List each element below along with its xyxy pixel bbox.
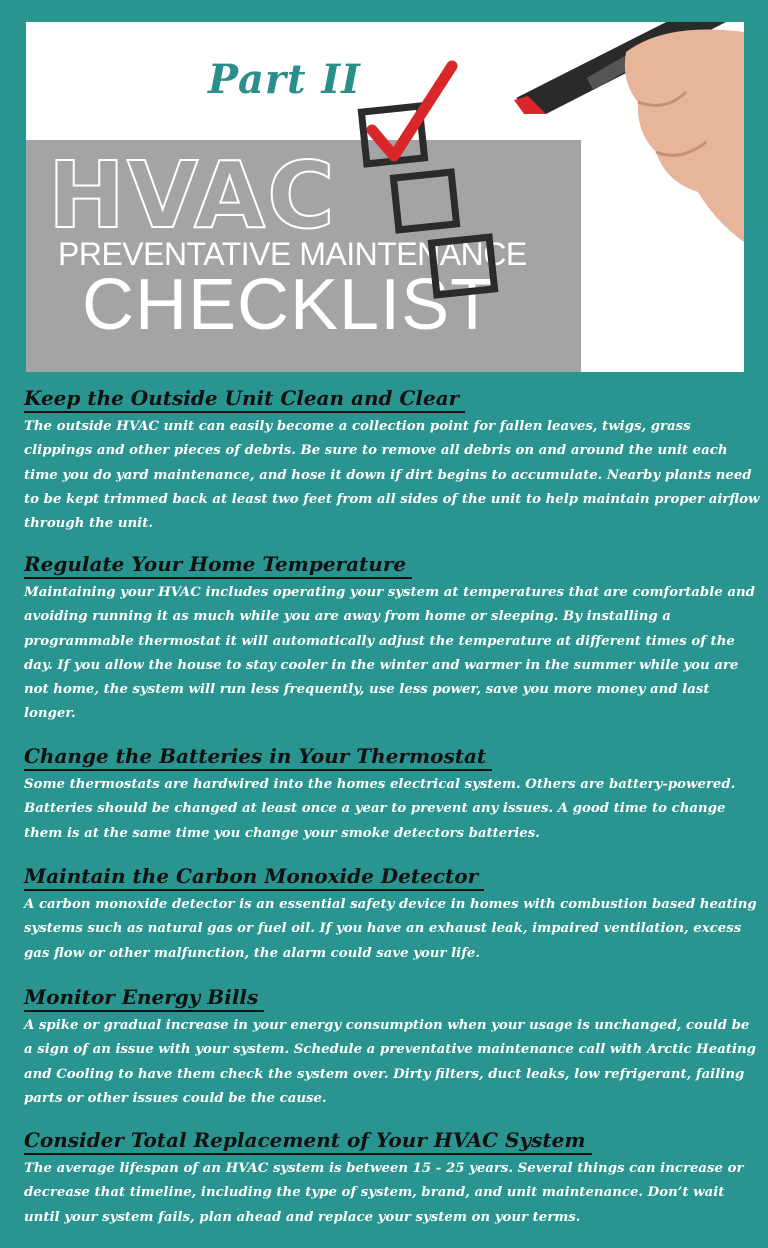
subtitle-preventative-maintenance: PREVENTATIVE MAINTENANCE [58,236,527,272]
section-body: Some thermostats are hardwired into the homes electrical system. Others are battery-powered. Batteries should be changed at least once a year to prevent any issues. A good time to change them is at the same time you change your smoke detectors batteries. [24,777,736,841]
section-body: The average lifespan of an HVAC system is between 15 - 25 years. Several things can increase or decrease that timeline, including the type of system, brand, and unit maintenance. Don’t wait until your system fails, plan ahead and replace your system on your terms. [24,1161,744,1225]
section-heading: Regulate Your Home Temperature [24,552,412,579]
section-carbon-monoxide [24,864,762,966]
section-heading: Keep the Outside Unit Clean and Clear [24,386,465,413]
section-home-temperature [24,552,762,727]
checkbox-marker-illustration [26,22,744,372]
section-heading: Maintain the Carbon Monoxide Detector [24,864,484,891]
checklist-title: CHECKLIST [82,265,496,345]
section-body: The outside HVAC unit can easily become a collection point for fallen leaves, twigs, grass clippings and other pieces of debris. Be sure to remove all debris on and around the unit each time you do yard maintenance, and hose it down if dirt begins to accumulate. Nearby plants need to be kept trimmed back at least two feet from all sides of the unit to help maintain proper airflow through the unit. [24,419,760,532]
section-heading: Monitor Energy Bills [24,985,264,1012]
hvac-title: HVAC [48,142,337,249]
section-heading: Consider Total Replacement of Your HVAC System [24,1128,592,1155]
header-banner [26,22,744,372]
hand-icon [625,30,744,243]
section-body: A spike or gradual increase in your energy consumption when your usage is unchanged, could be a sign of an issue with your system. Schedule a preventative maintenance call with Arctic Heating and Cooling to have them check the system over. Dirty filters, duct leaks, low refrigerant, failing parts or other issues could be the cause. [24,1018,756,1106]
section-thermostat-batteries [24,744,762,846]
section-body: Maintaining your HVAC includes operating your system at temperatures that are comfortable and avoiding running it as much while you are away from home or sleeping. By installing a programmable thermostat it will automatically adjust the temperature at different times of the day. If you allow the house to stay cooler in the winter and warmer in the summer while you are not home, the system will run less frequently, use less power, save you more money and last longer. [24,585,755,722]
section-outside-unit [24,386,762,536]
section-total-replacement [24,1128,762,1230]
section-heading: Change the Batteries in Your Thermostat [24,744,492,771]
part-label: Part II [208,56,361,103]
section-body: A carbon monoxide detector is an essential safety device in homes with combustion based heating systems such as natural gas or fuel oil. If you have an exhaust leak, impaired ventilation, excess gas flow or other malfunction, the alarm could save your life. [24,897,757,961]
section-energy-bills [24,985,762,1111]
checkbox-icon [393,172,456,230]
checkbox-icon [431,237,494,295]
